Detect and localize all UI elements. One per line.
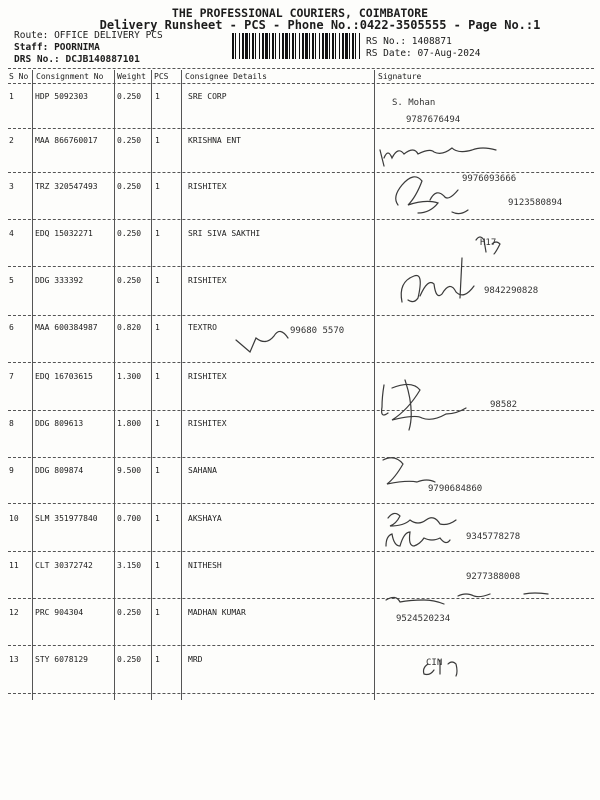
row-rule [8,693,594,694]
row-sno: 9 [9,466,14,475]
row-rule [8,362,594,363]
route-value: OFFICE DELIVERY PCS [54,30,163,41]
row-weight: 0.820 [117,323,142,332]
row-weight: 0.250 [117,276,142,285]
column-divider [151,70,152,700]
row-consignee: RISHITEX [188,419,227,428]
row-consignee: TEXTRO [188,323,217,332]
table-header-rule [8,83,594,84]
row-pcs: 1 [155,136,160,145]
column-divider [114,70,115,700]
column-divider [374,70,375,700]
row-rule [8,645,594,646]
row-consignee: MADHAN KUMAR [188,608,246,617]
row-pcs: 1 [155,229,160,238]
column-divider [32,70,33,700]
row-consignee: RISHITEX [188,276,227,285]
row-consignee: RISHITEX [188,372,227,381]
row-consignment: MAA 866760017 [35,136,98,145]
row-weight: 1.300 [117,372,142,381]
row-weight: 0.250 [117,136,142,145]
company-title: THE PROFESSIONAL COURIERS, COIMBATORE [171,6,429,20]
row-rule [8,457,594,458]
rs-no-value: 1408871 [411,36,452,47]
col-header-consignment: Consignment No [36,72,104,81]
row-consignee: NITHESH [188,561,222,570]
rs-no-label: RS No.: [366,36,407,47]
col-header-consignee: Consignee Details [185,72,267,81]
row-sno: 8 [9,419,14,428]
row-sno: 7 [9,372,14,381]
col-header-sno: S No [9,72,29,81]
row-pcs: 1 [155,561,160,570]
row-rule [8,172,594,173]
handwritten-phone: 9976093666 [462,174,517,184]
row-consignment: EDQ 16703615 [35,372,93,381]
row-pcs: 1 [155,655,160,664]
row-sno: 10 [9,514,19,523]
row-consignment: DDG 333392 [35,276,84,285]
row-sno: 2 [9,136,14,145]
row-consignee: AKSHAYA [188,514,222,523]
row-rule [8,503,594,504]
handwritten-name: S. Mohan [392,98,436,108]
row-sno: 3 [9,182,14,191]
drs-value: DCJB140887101 [65,54,140,65]
barcode-icon [232,33,360,59]
row-consignment: TRZ 320547493 [35,182,98,191]
row-sno: 5 [9,276,14,285]
row-weight: 0.250 [117,182,142,191]
row-consignee: SRE CORP [188,92,227,101]
row-weight: 9.500 [117,466,142,475]
staff-label: Staff: [14,42,49,53]
row-rule [8,266,594,267]
row-rule [8,598,594,599]
route-label: Route: [14,30,49,41]
row-pcs: 1 [155,276,160,285]
row-consignment: PRC 904304 [35,608,84,617]
col-header-signature: Signature [378,72,422,81]
drs-line [14,54,140,65]
row-rule [8,128,594,129]
handwritten-phone: 9790684860 [428,484,483,494]
row-consignment: DDG 809874 [35,466,84,475]
row-pcs: 1 [155,372,160,381]
row-consignment: CLT 30372742 [35,561,93,570]
handwritten-phone: 9524520234 [396,614,451,624]
row-pcs: 1 [155,514,160,523]
table-top-rule [8,68,594,69]
row-pcs: 1 [155,92,160,101]
handwritten-note: CIN [426,658,443,668]
row-rule [8,551,594,552]
row-consignment: SLM 351977840 [35,514,98,523]
row-consignee: SRI SIVA SAKTHI [188,229,261,238]
row-rule [8,315,594,316]
row-consignment: DDG 809613 [35,419,84,428]
handwritten-phone: 9277388008 [466,572,521,582]
row-sno: 1 [9,92,14,101]
handwritten-phone: 9123580894 [508,198,563,208]
column-divider [181,70,182,700]
row-rule [8,410,594,411]
row-pcs: 1 [155,419,160,428]
handwritten-phone: 98582 [490,400,518,410]
col-header-pcs: PCS [154,72,169,81]
row-weight: 0.700 [117,514,142,523]
handwritten-phone: 9842290828 [484,286,539,296]
row-weight: 3.150 [117,561,142,570]
rs-date-label: RS Date: [366,48,412,59]
row-weight: 0.250 [117,92,142,101]
handwritten-phone: 9787676494 [406,115,461,125]
row-pcs: 1 [155,182,160,191]
rs-no-line [366,36,452,47]
row-weight: 1.800 [117,419,142,428]
row-sno: 4 [9,229,14,238]
row-weight: 0.250 [117,229,142,238]
row-sno: 12 [9,608,19,617]
row-weight: 0.250 [117,608,142,617]
runsheet-subtitle: Delivery Runsheet - PCS - Phone No.:0422-3505555 - Page No.:1 [99,18,541,32]
row-sno: 13 [9,655,19,664]
staff-line [14,42,100,53]
row-pcs: 1 [155,323,160,332]
row-weight: 0.250 [117,655,142,664]
row-pcs: 1 [155,466,160,475]
row-consignment: HDP 5092303 [35,92,88,101]
row-consignee: KRISHNA ENT [188,136,241,145]
row-consignment: EDQ 15032271 [35,229,93,238]
handwritten-phone: 9345778278 [466,532,521,542]
row-consignee: SAHANA [188,466,217,475]
row-consignee: RISHITEX [188,182,227,191]
col-header-weight: Weight [117,72,146,81]
handwritten-phone: 99680 5570 [290,326,345,336]
row-consignment: STY 6078129 [35,655,88,664]
drs-label: DRS No.: [14,54,60,65]
rs-date-line [366,48,480,59]
row-sno: 11 [9,561,19,570]
staff-value: POORNIMA [54,42,100,53]
row-consignment: MAA 600384987 [35,323,98,332]
row-rule [8,219,594,220]
rs-date-value: 07-Aug-2024 [417,48,481,59]
handwritten-note: H17 [480,238,497,248]
row-pcs: 1 [155,608,160,617]
row-sno: 6 [9,323,14,332]
row-consignee: MRD [188,655,203,664]
route-line [14,30,163,41]
